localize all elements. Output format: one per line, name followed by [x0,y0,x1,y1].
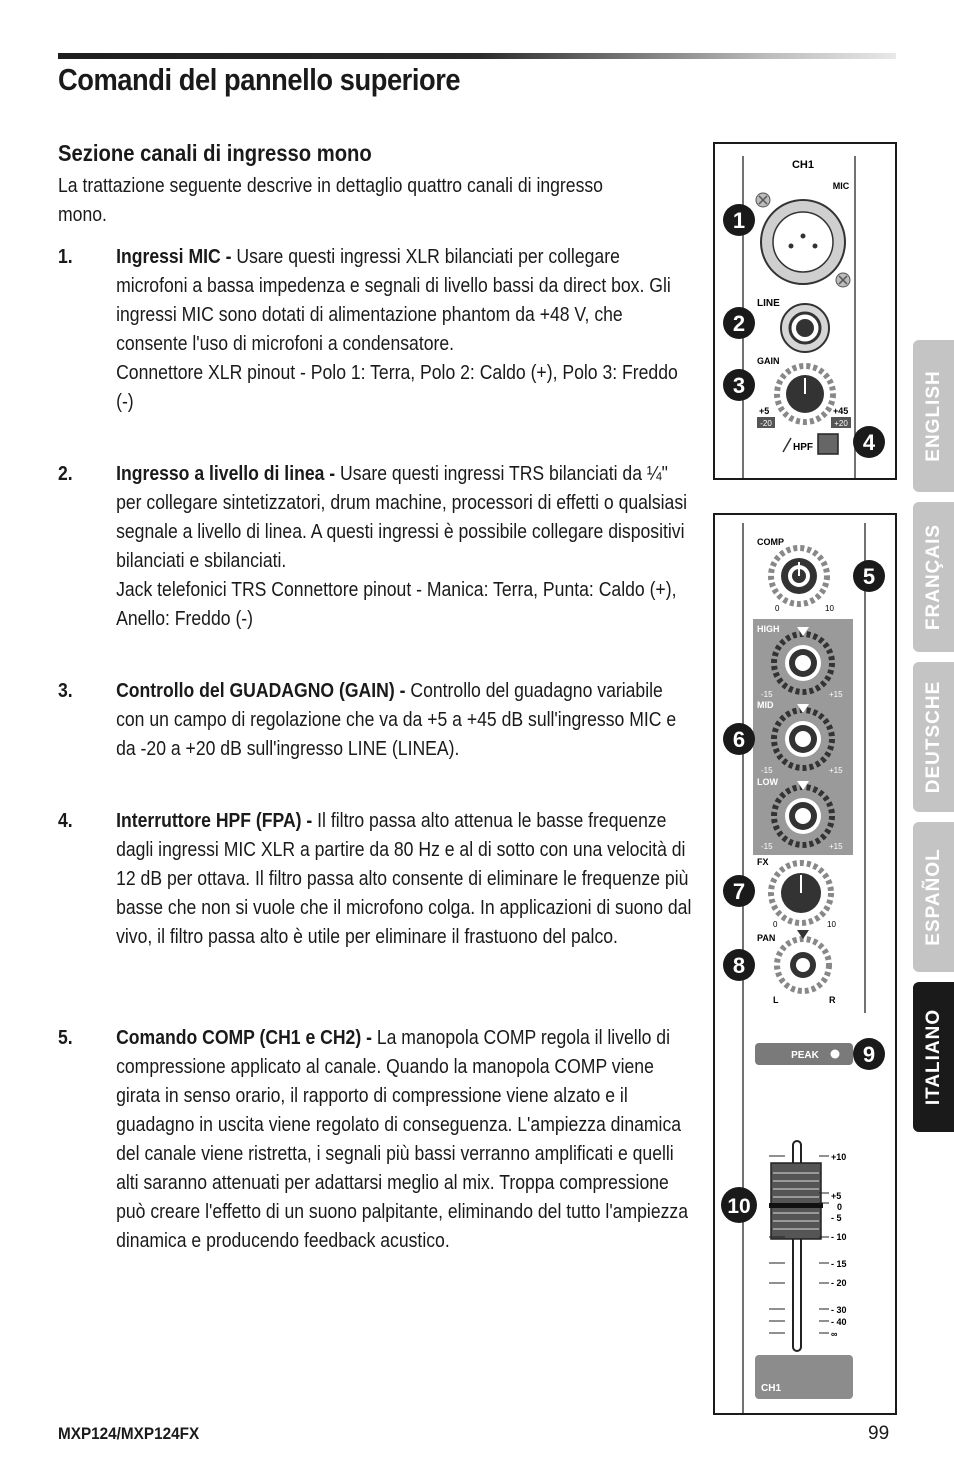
callout-7: 7 [732,879,746,904]
page-title: Comandi del pannello superiore [58,62,461,97]
hpf-switch-icon [818,434,838,454]
eq-high-max-label: +15 [829,690,843,699]
gain-max-label: +45 [833,406,849,416]
gain-line-max-label: +20 [834,419,848,428]
list-item-text: Il filtro passa alto attenua le basse frequenze dagli ingressi MIC XLR a partire da 80 Hz e al di sotto con una velocità di 12 dB per ottava. Il filtro passa alto consente di eliminare le frequenze più basse che non si vuole che il microfono colga. In applicazioni di suono dal vivo, il filtro passa alto è utile per eliminare il frastuono del palco. [116,810,692,948]
list-item-text: Controllo del guadagno variabile con un campo di regolazione che va da +5 a +45 dB sull'ingresso MIC e da -20 a +20 dB sull'ingresso LINE (LINEA). [116,680,677,760]
fader-scale-minus40: - 40 [831,1317,847,1327]
fader-scale-minus15: - 15 [831,1259,847,1269]
gain-min-label: +5 [759,406,770,416]
tab-deutsche[interactable] [913,662,954,812]
fader-cap-icon [769,1163,823,1239]
eq-low-label: LOW [757,777,778,787]
tab-label: ENGLISH [922,370,944,462]
gain-label: GAIN [757,356,780,366]
hpf-label: HPF [793,442,813,453]
list-item-extra: Connettore XLR pinout - Polo 1: Terra, Polo 2: Caldo (+), Polo 3: Freddo (-) [116,362,678,413]
tab-label: DEUTSCHE [922,680,944,794]
callout-10: 10 [727,1195,751,1218]
pan-right-label: R [829,995,836,1005]
mic-label: MIC [832,181,850,191]
tab-label: ESPAÑOL [922,848,944,946]
fader-scale-minus30: - 30 [831,1305,847,1315]
channel-strip-label: CH1 [761,1383,782,1394]
list-item-number: 1. [58,246,73,268]
callout-1: 1 [732,208,746,233]
list-item-line-input [58,460,692,634]
list-item-lead: Ingressi MIC - [116,246,232,268]
callout-8: 8 [732,953,746,978]
eq-mid-max-label: +15 [829,766,843,775]
pan-label: PAN [757,933,776,943]
input-section-diagram [713,142,897,480]
fader-scale-minus10: - 10 [831,1232,847,1242]
callout-6: 6 [732,727,746,752]
callout-9: 9 [862,1042,876,1067]
comp-min-label: 0 [775,604,780,613]
fader-scale-plus5: +5 [831,1191,842,1201]
eq-mid-min-label: -15 [761,766,773,775]
list-item-extra: Jack telefonici TRS Connettore pinout - Manica: Terra, Punta: Caldo (+), Anello: Freddo (-) [116,579,677,630]
fader-scale-plus10: +10 [831,1152,847,1162]
list-item-text: Usare questi ingressi XLR bilanciati per collegare microfoni a bassa impedenza e segnali di livello bassi da direct box. Gli ingressi MIC sono dotati di alimentazione phantom da +48 V, che consente l'uso di microfoni a condensatore. [116,246,671,355]
footer-model: MXP124/MXP124FX [58,1424,200,1443]
pan-left-label: L [773,995,779,1005]
list-item-number: 5. [58,1027,73,1049]
list-item-lead: Interruttore HPF (FPA) - [116,810,313,832]
tab-english[interactable] [913,340,954,492]
line-label: LINE [757,298,780,309]
fx-max-label: 10 [827,920,836,929]
fx-label: FX [757,857,769,867]
eq-low-max-label: +15 [829,842,843,851]
intro-paragraph: La trattazione seguente descrive in dettaglio quattro canali di ingresso mono. [58,175,603,226]
callout-4: 4 [862,430,876,455]
list-item-mic-inputs [58,243,692,417]
list-item-comp-control [58,1024,692,1256]
tab-espanol[interactable] [913,822,954,972]
list-item-text: Usare questi ingressi TRS bilanciati da ¼" per collegare sintetizzatori, drum machine, processori di effetti o qualsiasi segnale a livello di linea. A questi ingressi è possibile collegare dispositivi bilanciati e sbilanciati. [116,463,688,572]
peak-label: PEAK [791,1050,819,1061]
list-item-number: 3. [58,680,73,702]
fader-scale-infinity: ∞ [831,1329,838,1339]
channel-strip-diagram [713,513,897,1415]
list-item-number: 2. [58,463,73,485]
comp-max-label: 10 [825,604,834,613]
tab-label: ITALIANO [922,1008,944,1106]
section-heading: Sezione canali di ingresso mono [58,140,372,166]
list-item-lead: Controllo del GUADAGNO (GAIN) - [116,680,406,702]
eq-high-label: HIGH [757,624,780,634]
fx-min-label: 0 [773,920,778,929]
peak-led-icon [831,1050,840,1059]
tab-francais[interactable] [913,502,954,652]
list-item-lead: Ingresso a livello di linea - [116,463,336,485]
tab-label: FRANÇAIS [922,523,944,631]
tab-italiano[interactable] [913,982,954,1132]
list-item-hpf-switch [58,807,692,952]
header-rule [58,53,896,59]
eq-mid-label: MID [757,700,774,710]
fader-scale-minus5: - 5 [831,1213,842,1223]
callout-3: 3 [732,373,746,398]
callout-2: 2 [732,311,746,336]
fader-scale-minus20: - 20 [831,1278,847,1288]
list-item-number: 4. [58,810,73,832]
eq-high-min-label: -15 [761,690,773,699]
list-item-text: La manopola COMP regola il livello di compressione applicato al canale. Quando la manopola COMP viene girata in senso orario, il rapporto di compressione viene alzato e il guadagno in uscita viene regolato di conseguenza. L'ampiezza dinamica del canale viene ristretta, i segnali più bassi verranno amplificati e quelli alti saranno attenuati per adattarsi meglio al mix. Troppa compressione può creare l'effetto di un suono palpitante, eliminando del tutto l'ampiezza dinamica e producendo feedback acustico. [116,1027,689,1252]
fader-scale-0: 0 [837,1202,843,1212]
line-jack-icon [781,304,829,352]
comp-label: COMP [757,537,784,547]
callout-5: 5 [862,564,876,589]
list-item-gain-control [58,677,692,764]
eq-low-min-label: -15 [761,842,773,851]
page-number: 99 [868,1423,890,1444]
list-item-lead: Comando COMP (CH1 e CH2) - [116,1027,372,1049]
gain-line-min-label: -20 [760,419,772,428]
channel-label: CH1 [791,159,815,171]
